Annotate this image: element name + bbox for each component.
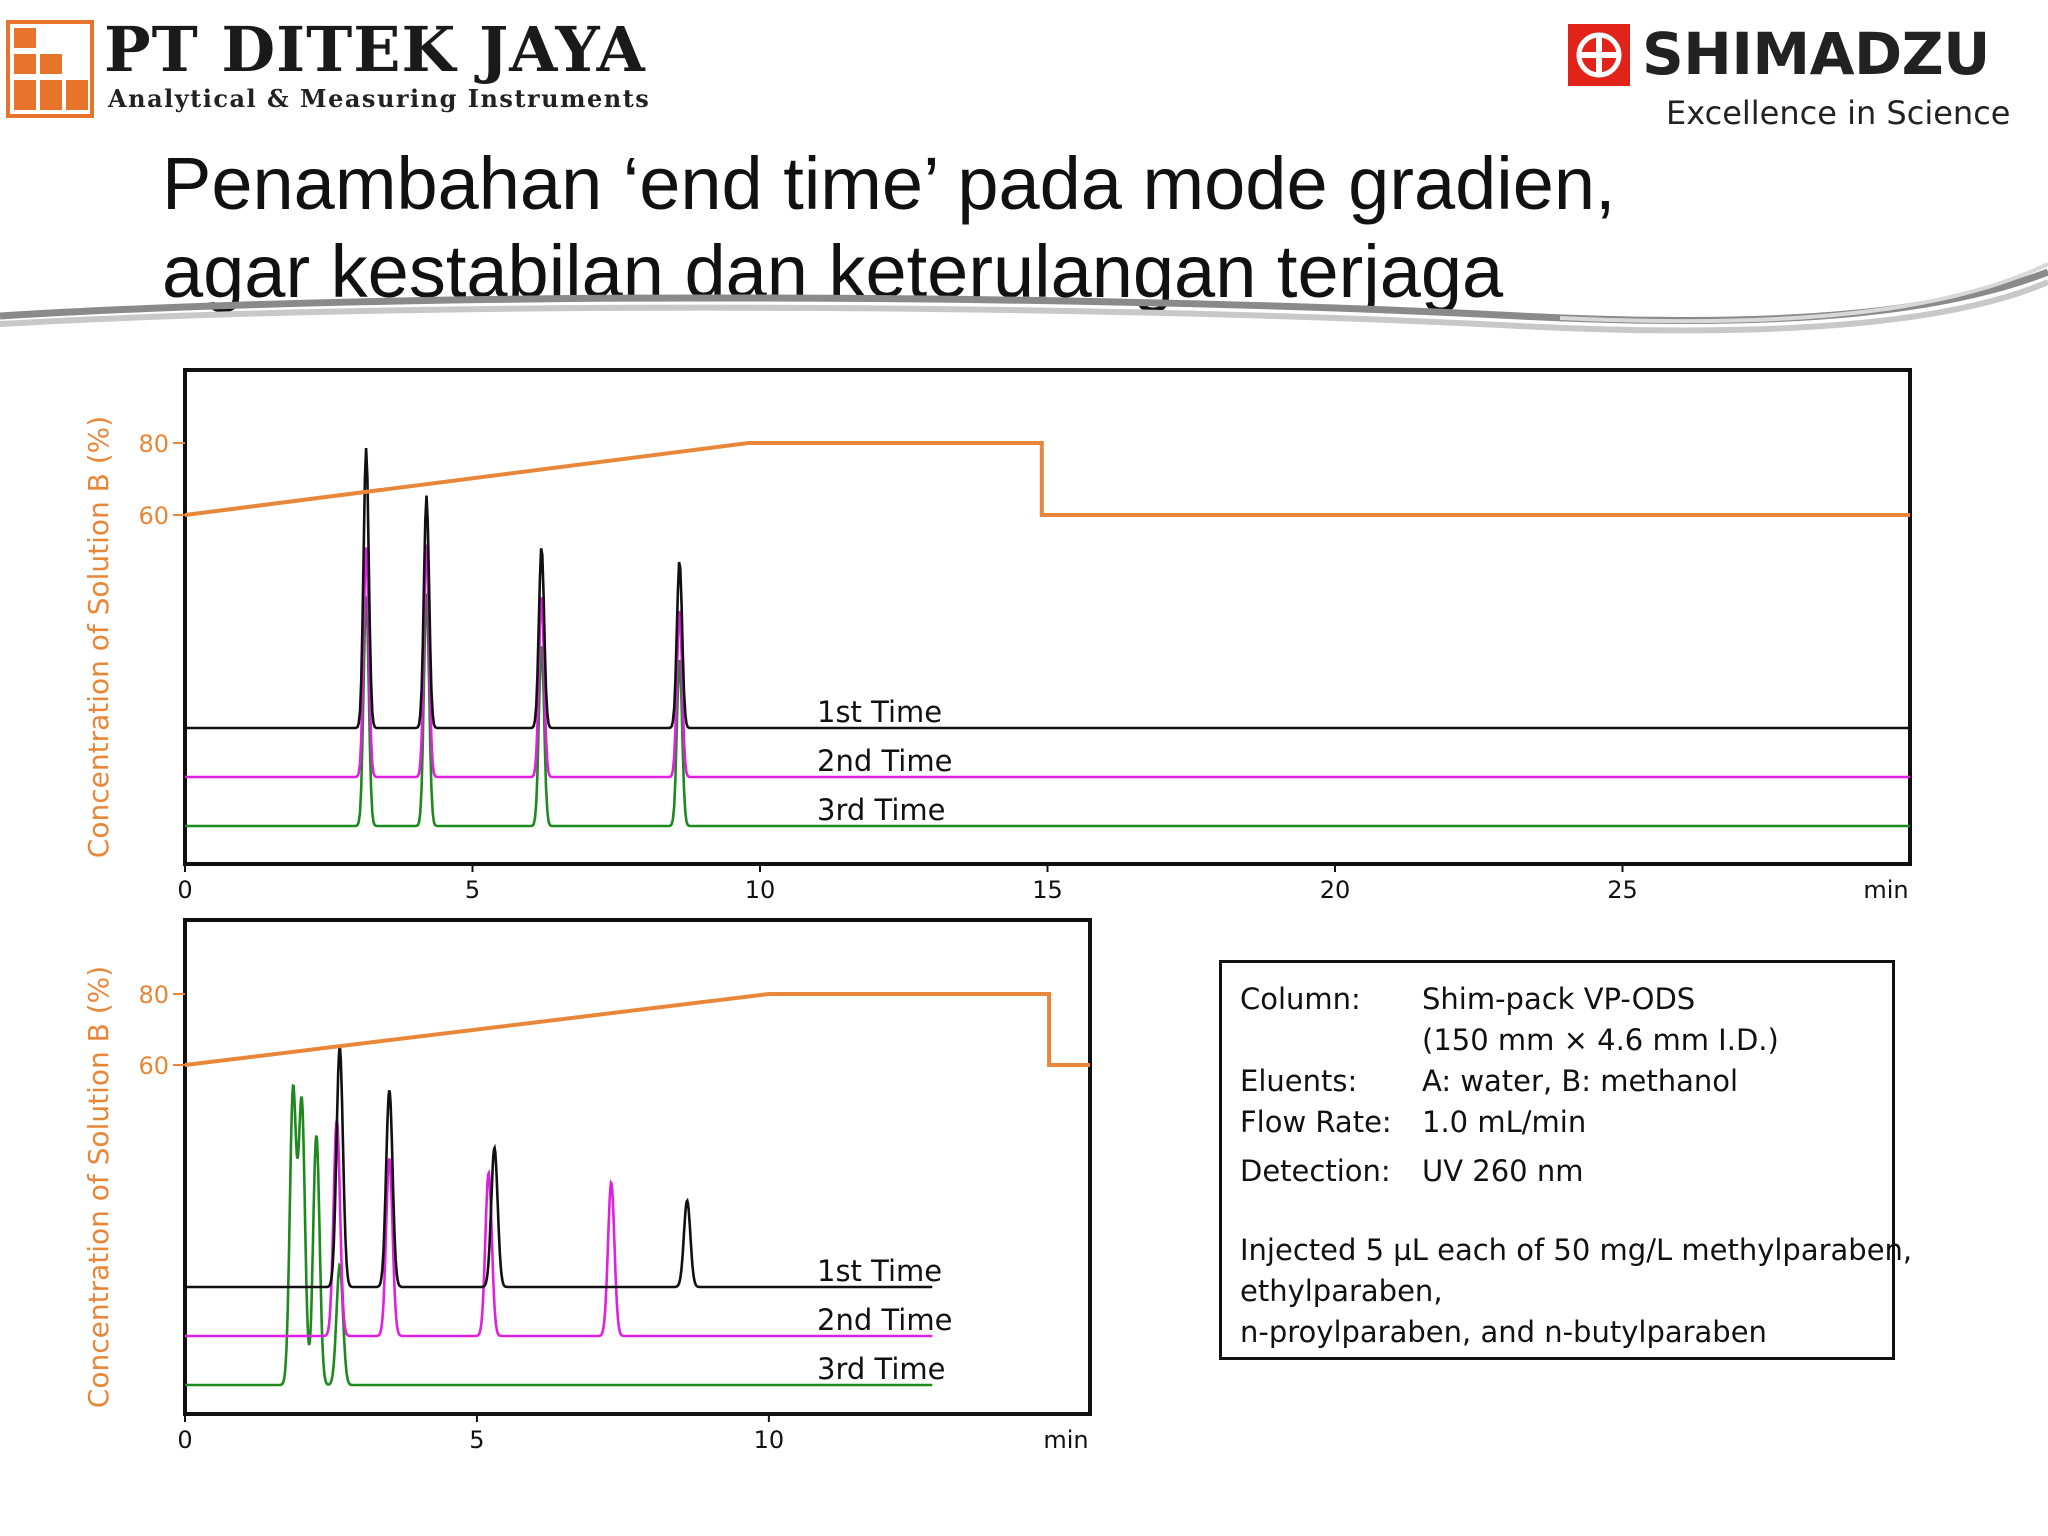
gradient-line xyxy=(185,443,1910,515)
title-line-1: Penambahan ‘end time’ pada mode gradien, xyxy=(162,142,1616,225)
column-value-dimensions: (150 mm × 4.6 mm I.D.) xyxy=(1422,1023,1779,1057)
y-axis-label: Concentration of Solution B (%) xyxy=(82,965,115,1409)
flow-rate-label: Flow Rate: xyxy=(1240,1105,1392,1139)
x-tick-label: 0 xyxy=(177,876,193,904)
x-tick-label: 10 xyxy=(744,876,776,904)
y-tick-label: 60 xyxy=(138,502,169,530)
ditek-jaya-logo xyxy=(0,13,651,124)
x-unit-label: min xyxy=(1043,1426,1089,1454)
y-tick-label: 60 xyxy=(138,1052,169,1080)
eluents-label: Eluents: xyxy=(1240,1064,1358,1098)
x-tick-label: 10 xyxy=(753,1426,785,1454)
trace-3 xyxy=(185,1086,932,1385)
column-value: Shim-pack VP-ODS xyxy=(1422,982,1696,1016)
plot-frame xyxy=(185,370,1910,864)
x-tick-label: 25 xyxy=(1607,876,1638,904)
y-axis-label: Concentration of Solution B (%) xyxy=(82,415,115,859)
shimadzu-mark-icon xyxy=(1568,24,1630,86)
trace-1 xyxy=(185,448,1910,728)
trace-2 xyxy=(185,545,1910,777)
series-label-2: 2nd Time xyxy=(817,1303,953,1337)
injection-note-line-3: n-proylparaben, and n-butylparaben xyxy=(1240,1315,1767,1349)
gradient-line xyxy=(185,994,1090,1065)
brand-tagline: Excellence in Science xyxy=(1666,94,2011,132)
conditions-box xyxy=(1219,960,1913,1360)
series-label-1: 1st Time xyxy=(817,1254,943,1288)
injection-note-line-1: Injected 5 µL each of 50 mg/L methylparaben, xyxy=(1240,1233,1913,1267)
chromatogram-bottom xyxy=(80,910,1140,1460)
series-label-3: 3rd Time xyxy=(817,1352,946,1386)
chromatogram-bottom-svg xyxy=(80,910,1140,1460)
flow-rate-value: 1.0 mL/min xyxy=(1422,1105,1587,1139)
header-swoosh xyxy=(0,260,2048,360)
x-tick-label: 20 xyxy=(1319,876,1351,904)
trace-1 xyxy=(185,1048,932,1287)
injection-note xyxy=(1240,1230,1913,1353)
series-label-1: 1st Time xyxy=(817,695,943,729)
detection-value: UV 260 nm xyxy=(1422,1154,1584,1188)
chromatogram-top-svg xyxy=(80,360,1940,910)
eluents-value: A: water, B: methanol xyxy=(1422,1064,1739,1098)
series-label-2: 2nd Time xyxy=(817,744,953,778)
series-label-3: 3rd Time xyxy=(817,793,946,827)
x-tick-label: 0 xyxy=(177,1426,193,1454)
company-tagline: Analytical & Measuring Instruments xyxy=(108,84,651,113)
brand-name: SHIMADZU xyxy=(1642,20,1990,88)
y-tick-label: 80 xyxy=(138,430,169,458)
detection-label: Detection: xyxy=(1240,1154,1391,1188)
company-name: PT DITEK JAYA xyxy=(104,13,646,86)
title-line-2: agar kestabilan dan keterulangan terjaga xyxy=(162,230,1504,313)
trace-3 xyxy=(185,594,1910,826)
shimadzu-logo xyxy=(1560,16,2030,132)
injection-note-line-2: ethylparaben, xyxy=(1240,1274,1443,1308)
x-tick-label: 5 xyxy=(464,876,481,904)
chromatogram-top xyxy=(80,360,1940,910)
x-unit-label: min xyxy=(1863,876,1909,904)
column-label: Column: xyxy=(1240,982,1361,1016)
y-tick-label: 80 xyxy=(138,981,169,1009)
x-tick-label: 15 xyxy=(1032,876,1063,904)
x-tick-label: 5 xyxy=(469,1426,485,1454)
ditek-squares-icon xyxy=(6,20,94,118)
